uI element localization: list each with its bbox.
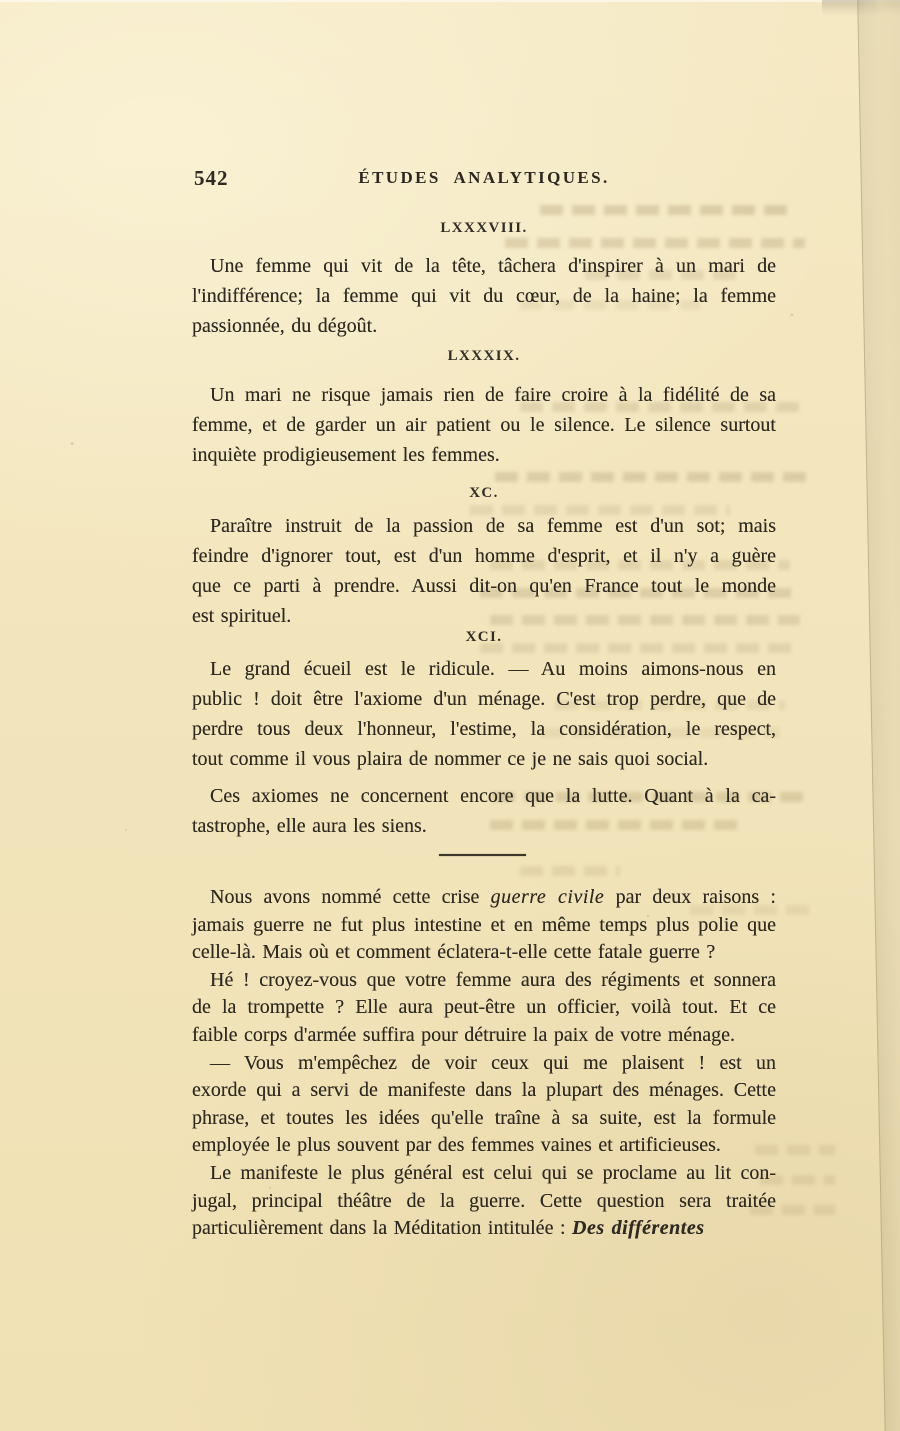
text-segment: particulièrement dans la Méditation intitulée :: [192, 1217, 572, 1240]
text-line: Le manifeste le plus général est celui qui se proclame au lit con-: [210, 1161, 776, 1184]
page-edge-shadow: [857, 0, 900, 1431]
text-line: Le grand écueil est le ridicule. — Au moins aimons-nous en: [210, 658, 776, 680]
text-line: inquiète prodigieusement les femmes.: [192, 444, 500, 466]
bleedthrough-ghost-line: [495, 472, 810, 482]
paragraph: [192, 380, 776, 470]
text-line: femme, et de garder un air patient ou le silence. Le silence surtout: [192, 414, 776, 436]
text-line: Paraître instruit de la passion de sa femme est d'un sot; mais: [210, 515, 776, 537]
text-line: Une femme qui vit de la tête, tâchera d'inspirer à un mari de: [210, 255, 776, 277]
running-title: ÉTUDES ANALYTIQUES.: [358, 168, 610, 187]
text-line: de la trompette ? Elle aura peut-être un officier, voilà tout. Et ce: [192, 996, 776, 1019]
text-line: celle-là. Mais où et comment éclatera-t-elle cette fatale guerre ?: [192, 941, 716, 964]
text-line: est spirituel.: [192, 605, 292, 627]
text-line: Un mari ne risque jamais rien de faire croire à la fidélité de sa: [210, 384, 776, 406]
scan-top-edge: [0, 0, 900, 2]
text-line: tastrophe, elle aura les siens.: [192, 815, 427, 837]
text-line: exorde qui a servi de manifeste dans la plupart des ménages. Cette: [192, 1079, 776, 1102]
text-line: employée le plus souvent par des femmes vaines et artificieuses.: [192, 1134, 721, 1157]
text-segment: par deux raisons :: [604, 886, 776, 908]
bleedthrough-ghost-line: [520, 866, 620, 876]
text-line: [192, 1215, 776, 1243]
text-line: feindre d'ignorer tout, est d'un homme d'esprit, et il n'y a guère: [192, 545, 776, 567]
text-line: tout comme il vous plaira de nommer ce je ne sais quoi social.: [192, 748, 709, 770]
paragraph: [192, 781, 776, 841]
text-line: [192, 884, 776, 912]
text-line: phrase, et toutes les idées qu'elle traîne à sa suite, est la formule: [192, 1106, 776, 1129]
page-number: 542: [194, 166, 229, 190]
text-segment: Nous avons nommé cette crise: [210, 886, 491, 908]
text-line: jamais guerre ne fut plus intestine et en même temps plus polie que: [192, 913, 776, 936]
separator-rule: [439, 854, 526, 856]
text-line: passionnée, du dégoût.: [192, 315, 378, 337]
text-line: Ces axiomes ne concernent encore que la lutte. Quant à la ca-: [210, 785, 776, 807]
italic-phrase: guerre civile: [490, 886, 605, 908]
text-line: public ! doit être l'axiome d'un ménage. C'est trop perdre, que de: [192, 688, 776, 710]
section-heading-xc: XC.: [469, 485, 499, 501]
text-line: Hé ! croyez-vous que votre femme aura des régiments et sonnera: [210, 968, 776, 991]
section-heading-xci: XCI.: [465, 629, 503, 645]
section-heading-lxxxviii: LXXXVIII.: [440, 220, 528, 236]
text-line: l'indifférence; la femme qui vit du cœur, de la haine; la femme: [192, 285, 776, 307]
paragraph: [192, 251, 776, 341]
text-line: — Vous m'empêchez de voir ceux qui me plaisent ! est un: [210, 1051, 776, 1074]
closing-text: [192, 884, 776, 1243]
bleedthrough-ghost-line: [540, 205, 795, 215]
text-line: jugal, principal théâtre de la guerre. Cette question sera traitée: [192, 1189, 776, 1212]
bleedthrough-ghost-line: [505, 238, 805, 248]
paragraph: [192, 654, 776, 774]
paragraph: [192, 511, 776, 631]
bold-italic-phrase: Des différentes: [572, 1217, 705, 1240]
running-head: [192, 166, 776, 190]
section-heading-lxxxix: LXXXIX.: [447, 348, 521, 364]
text-line: faible corps d'armée suffira pour détruire la paix de votre ménage.: [192, 1023, 736, 1046]
text-line: perdre tous deux l'honneur, l'estime, la considération, le respect,: [192, 718, 776, 740]
text-line: que ce parti à prendre. Aussi dit-on qu'en France tout le monde: [192, 575, 776, 597]
